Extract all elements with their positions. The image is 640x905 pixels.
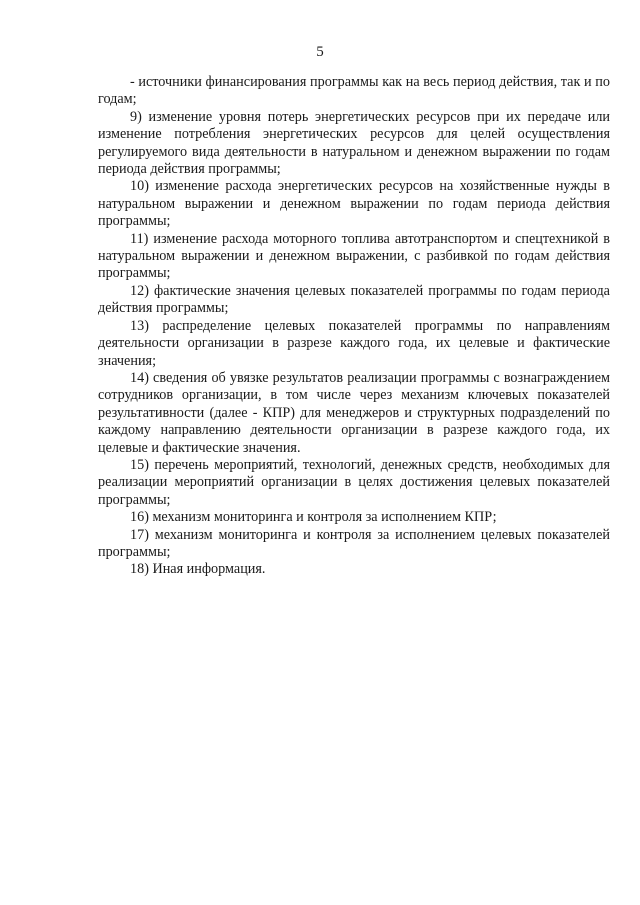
document-body: [98, 74, 610, 579]
paragraph-item-15: 15) перечень мероприятий, технологий, денежных средств, необходимых для реализации мероприятий организации в целях достижения целевых показателей программы;: [98, 456, 610, 508]
paragraph-financing-sources: - источники финансирования программы как на весь период действия, так и по годам;: [98, 74, 610, 108]
paragraph-item-10: 10) изменение расхода энергетических ресурсов на хозяйственные нужды в натуральном выражении и денежном выражении по годам периода действия программы;: [98, 178, 610, 230]
paragraph-item-18: 18) Иная информация.: [130, 561, 266, 578]
paragraph-item-16: 16) механизм мониторинга и контроля за исполнением КПР;: [130, 509, 497, 526]
paragraph-item-14: 14) сведения об увязке результатов реализации программы с вознаграждением сотрудников организации, в том числе через механизм ключевых показателей результативности (далее - КПР) для менеджеров и структурных подразделений по каждому направлению деятельности организации в разрезе каждого года, их целевые и фактические значения.: [98, 369, 610, 456]
paragraph-item-9: 9) изменение уровня потерь энергетических ресурсов при их передаче или изменение потребления энергетических ресурсов для целей осуществления регулируемого вида деятельности в натуральном и денежном выражении по годам периода действия программы;: [98, 108, 610, 178]
paragraph-item-12: 12) фактические значения целевых показателей программы по годам периода действия программы;: [98, 282, 610, 317]
page-number: 5: [316, 44, 324, 60]
paragraph-item-11: 11) изменение расхода моторного топлива автотранспортом и спецтехникой в натуральном выражении и денежном выражении, с разбивкой по годам действия программы;: [98, 230, 610, 282]
paragraph-item-17: 17) механизм мониторинга и контроля за исполнением целевых показателей программы;: [98, 526, 610, 560]
paragraph-item-13: 13) распределение целевых показателей программы по направлениям деятельности организации в разрезе каждого года, их целевые и фактические значения;: [98, 317, 610, 369]
